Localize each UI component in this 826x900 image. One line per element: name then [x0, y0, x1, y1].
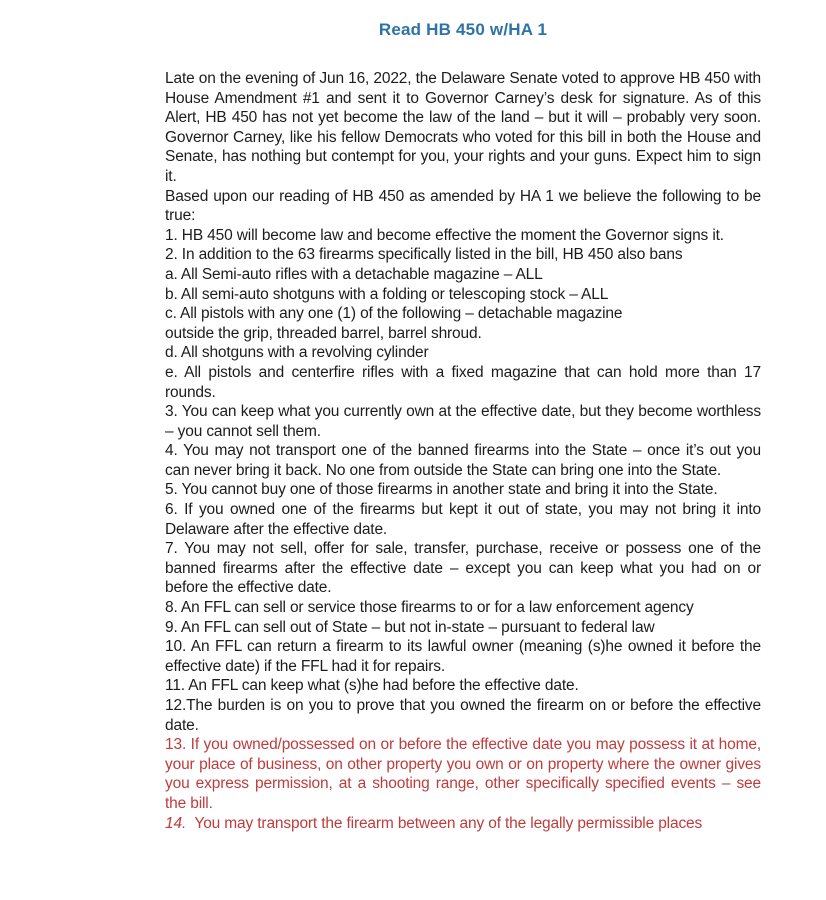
paragraph-11: 3. You can keep what you currently own at the effective date, but they become worthless – you cannot sell them. [165, 403, 761, 440]
paragraph-17: 9. An FFL can sell out of State – but not in-state – pursuant to federal law [165, 618, 655, 636]
paragraph-2: Based upon our reading of HB 450 as amended by HA 1 we believe the following to be true: [165, 187, 761, 225]
italic-item-number: 14. [165, 814, 187, 832]
paragraph-22: 14. You may transport the firearm between any of the legally permissible places [165, 814, 703, 832]
paragraph-4: 2. In addition to the 63 firearms specifically listed in the bill, HB 450 also bans [165, 246, 683, 264]
paragraph-7: c. All pistols with any one (1) of the following – detachable magazine [165, 305, 623, 323]
page-title: Read HB 450 w/HA 1 [378, 20, 548, 39]
paragraph-9: d. All shotguns with a revolving cylinder [165, 344, 429, 362]
paragraph-1: Late on the evening of Jun 16, 2022, the Delaware Senate voted to approve HB 450 with House Amendment #1 and sent it to Governor Carney’s desk for signature. As of this Alert, HB 450 has not yet become the law of the land – but it will – probably very soon. Governor Carney, like his fellow Democrats who voted for this bill in both the House and Senate, has nothing but contempt for you, your rights and your guns. Expect him to sign it. [165, 70, 761, 185]
document-body [165, 69, 761, 833]
paragraph-3: 1. HB 450 will become law and become effective the moment the Governor signs it. [165, 226, 724, 244]
paragraph-20: 12.The burden is on you to prove that you owned the firearm on or before the effective date. [165, 697, 761, 734]
paragraph-21: 13. If you owned/possessed on or before the effective date you may possess it at home, your place of business, on other property you own or on property where the owner gives you express permission, at a shooting range, other specifically specified events – see the bill. [165, 736, 761, 812]
paragraph-8: outside the grip, threaded barrel, barrel shroud. [165, 324, 482, 342]
paragraph-18: 10. An FFL can return a firearm to its lawful owner (meaning (s)he owned it before the effective date) if the FFL had it for repairs. [165, 638, 761, 675]
paragraph-14: 6. If you owned one of the firearms but kept it out of state, you may not bring it into Delaware after the effective date. [165, 501, 761, 538]
paragraph-6: b. All semi-auto shotguns with a folding or telescoping stock – ALL [165, 285, 609, 303]
paragraph-5: a. All Semi-auto rifles with a detachable magazine – ALL [165, 265, 543, 283]
paragraph-15: 7. You may not sell, offer for sale, transfer, purchase, receive or possess one of the banned firearms after the effective date – except you can keep what you had on or before the effective date. [165, 540, 761, 597]
paragraph-19: 11. An FFL can keep what (s)he had before the effective date. [165, 677, 579, 695]
paragraph-10: e. All pistols and centerfire rifles with a fixed magazine that can hold more than 17 rounds. [165, 363, 761, 401]
paragraph-16: 8. An FFL can sell or service those firearms to or for a law enforcement agency [165, 599, 694, 617]
paragraph-12: 4. You may not transport one of the banned firearms into the State – once it’s out you can never bring it back. No one from outside the State can bring one into the State. [165, 442, 761, 479]
paragraph-13: 5. You cannot buy one of those firearms in another state and bring it into the State. [165, 481, 718, 499]
